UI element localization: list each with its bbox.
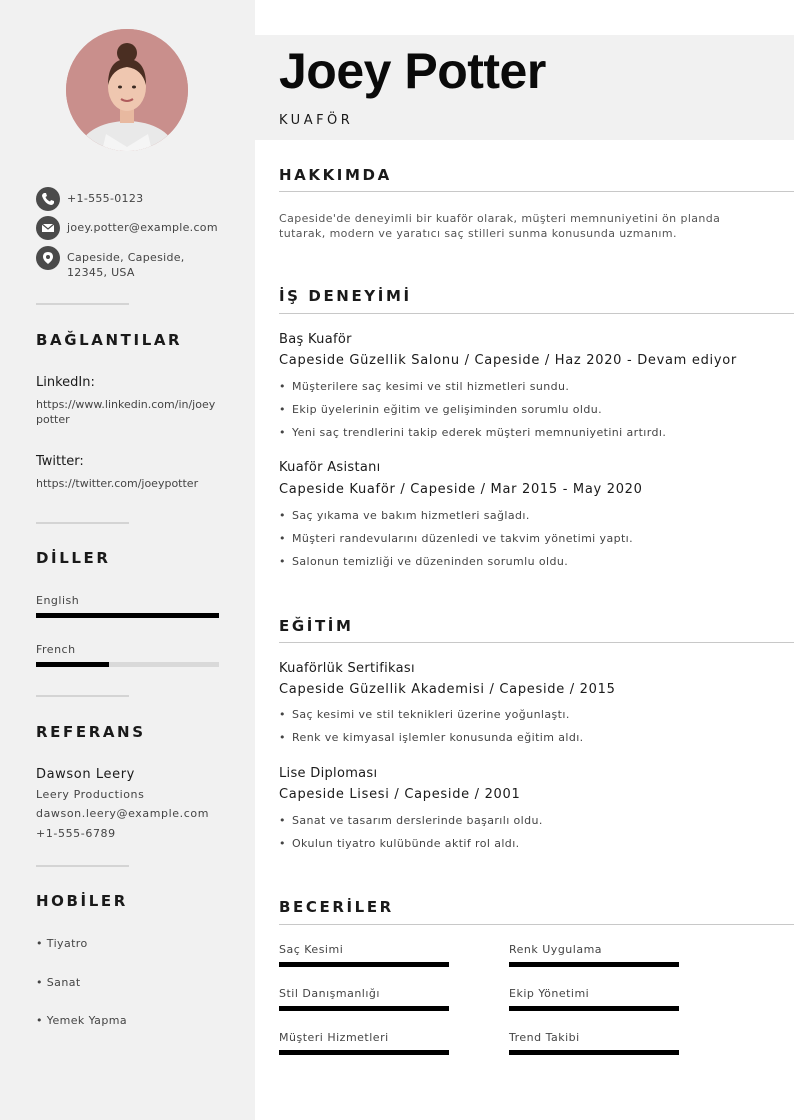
education-degree: Kuaförlük Sertifikası — [279, 661, 415, 676]
job-bullet: • Müşteri randevularını düzenledi ve takvim yönetimi yaptı. — [279, 532, 634, 545]
location-pin-icon — [36, 246, 60, 270]
education-org: Capeside Lisesi / Capeside / 2001 — [279, 787, 521, 802]
skill-level-bar — [509, 1050, 679, 1055]
education-bullet: • Okulun tiyatro kulübünde aktif rol aldı. — [279, 837, 520, 850]
skill-level-fill — [279, 962, 449, 967]
skill-name: Trend Takibi — [509, 1031, 580, 1044]
education-bullet: • Saç kesimi ve stil teknikleri üzerine yoğunlaştı. — [279, 708, 570, 721]
language-level-fill — [36, 662, 109, 667]
experience-heading: İŞ DENEYİMİ — [279, 287, 412, 305]
job-org: Capeside Kuaför / Capeside / Mar 2015 - May 2020 — [279, 482, 643, 497]
hobby-item: • Sanat — [36, 976, 81, 989]
sidebar-divider — [36, 865, 129, 867]
linkedin-url[interactable]: https://www.linkedin.com/in/joeypotter — [36, 398, 216, 426]
education-heading: EĞİTİM — [279, 617, 354, 635]
skill-level-bar — [279, 1006, 449, 1011]
skills-heading: BECERİLER — [279, 898, 394, 916]
about-heading: HAKKIMDA — [279, 166, 392, 184]
education-bullet: • Renk ve kimyasal işlemler konusunda eğitim aldı. — [279, 731, 584, 744]
hobby-label: Sanat — [46, 976, 81, 989]
skill-level-fill — [509, 1006, 679, 1011]
reference-company: Leery Productions — [36, 788, 145, 801]
skill-level-bar — [509, 962, 679, 967]
education-degree: Lise Diploması — [279, 766, 378, 781]
skill-level-bar — [279, 962, 449, 967]
skill-level-fill — [279, 1006, 449, 1011]
about-text: Capeside'de deneyimli bir kuaför olarak, müşteri memnuniyetini ön planda tutarak, modern ve yaratıcı saç stilleri sunma konusunda uzmanım. — [279, 212, 721, 240]
reference-name: Dawson Leery — [36, 767, 135, 782]
contact-email — [36, 216, 217, 240]
job-bullet: • Saç yıkama ve bakım hizmetleri sağladı. — [279, 509, 530, 522]
candidate-title: KUAFÖR — [279, 113, 354, 128]
languages-heading: DİLLER — [36, 549, 111, 567]
email-text: joey.potter@example.com — [67, 221, 218, 234]
links-heading: BAĞLANTILAR — [36, 331, 183, 349]
mail-icon — [36, 216, 60, 240]
section-rule — [279, 642, 794, 643]
language-level-bar — [36, 613, 219, 618]
job-bullet: • Müşterilere saç kesimi ve stil hizmetleri sundu. — [279, 380, 570, 393]
job-role: Kuaför Asistanı — [279, 460, 381, 475]
phone-text: +1-555-0123 — [67, 192, 144, 205]
skill-name: Stil Danışmanlığı — [279, 987, 380, 1000]
twitter-url[interactable]: https://twitter.com/joeypotter — [36, 477, 199, 490]
education-bullet: • Sanat ve tasarım derslerinde başarılı oldu. — [279, 814, 543, 827]
education-org: Capeside Güzellik Akademisi / Capeside / 2015 — [279, 682, 616, 697]
skill-level-bar — [279, 1050, 449, 1055]
section-rule — [279, 313, 794, 314]
skill-name: Saç Kesimi — [279, 943, 344, 956]
profile-photo — [66, 29, 188, 151]
job-bullet: • Ekip üyelerinin eğitim ve gelişiminden sorumlu oldu. — [279, 403, 603, 416]
hobby-item: • Yemek Yapma — [36, 1014, 127, 1027]
skill-name: Ekip Yönetimi — [509, 987, 590, 1000]
address-text: Capeside, Capeside, 12345, USA — [67, 251, 185, 279]
skill-level-fill — [279, 1050, 449, 1055]
job-org: Capeside Güzellik Salonu / Capeside / Haz 2020 - Devam ediyor — [279, 353, 737, 368]
language-level-fill — [36, 613, 219, 618]
job-role: Baş Kuaför — [279, 332, 352, 347]
sidebar-divider — [36, 695, 129, 697]
section-rule — [279, 191, 794, 192]
language-level-bar — [36, 662, 219, 667]
hobby-label: Yemek Yapma — [46, 1014, 127, 1027]
job-bullet: • Yeni saç trendlerini takip ederek müşteri memnuniyetini artırdı. — [279, 426, 667, 439]
phone-icon — [36, 187, 60, 211]
skill-level-bar — [509, 1006, 679, 1011]
linkedin-label: LinkedIn: — [36, 375, 95, 390]
candidate-name: Joey Potter — [279, 43, 546, 99]
language-name: French — [36, 643, 76, 656]
job-bullet: • Salonun temizliği ve düzeninden sorumlu oldu. — [279, 555, 569, 568]
reference-phone: +1-555-6789 — [36, 827, 116, 840]
hobby-item: • Tiyatro — [36, 937, 88, 950]
sidebar-divider — [36, 303, 129, 305]
skill-level-fill — [509, 1050, 679, 1055]
contact-phone — [36, 187, 217, 211]
twitter-label: Twitter: — [36, 454, 84, 469]
hobbies-heading: HOBİLER — [36, 892, 128, 910]
skill-name: Renk Uygulama — [509, 943, 603, 956]
contact-address — [36, 246, 202, 280]
hobby-label: Tiyatro — [46, 937, 88, 950]
reference-heading: REFERANS — [36, 723, 146, 741]
reference-email: dawson.leery@example.com — [36, 807, 210, 820]
skill-name: Müşteri Hizmetleri — [279, 1031, 389, 1044]
section-rule — [279, 924, 794, 925]
skill-level-fill — [509, 962, 679, 967]
sidebar-divider — [36, 522, 129, 524]
language-name: English — [36, 594, 80, 607]
